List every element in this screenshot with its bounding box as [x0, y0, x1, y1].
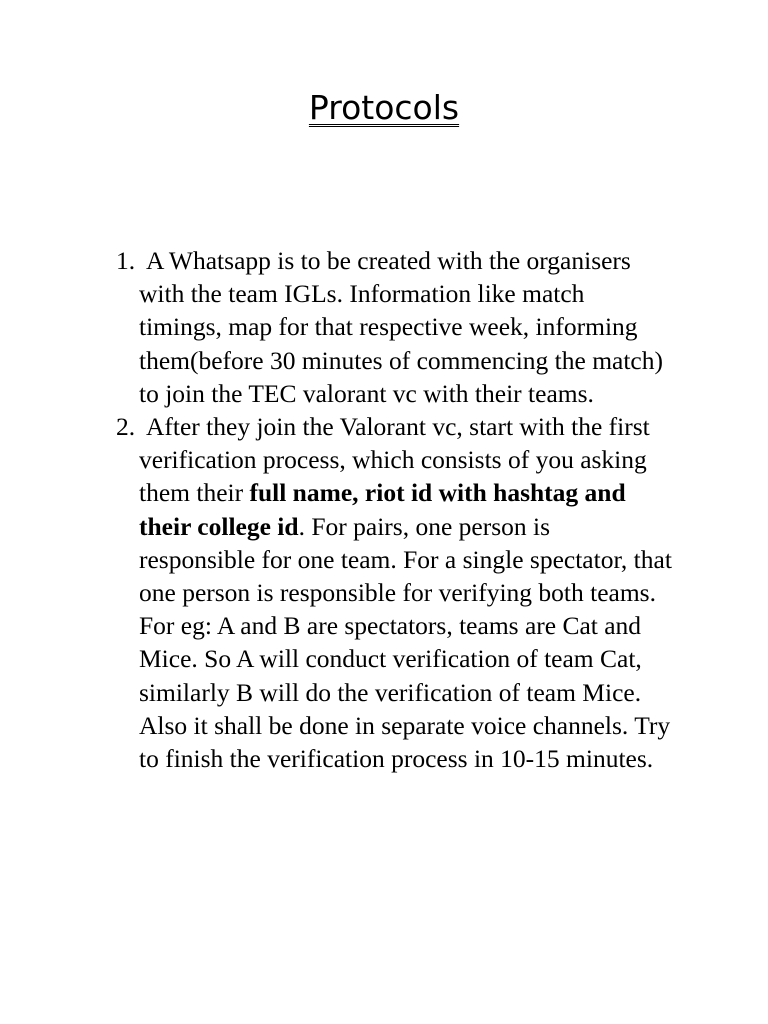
list-item-body	[139, 410, 672, 775]
protocol-list	[116, 244, 672, 775]
list-item-body	[139, 244, 672, 410]
list-item-text: After they join the Valorant vc, start with the first verification process, which consists of you asking them their	[139, 412, 650, 508]
list-item-text: A Whatsapp is to be created with the organisers with the team IGLs. Information like match timings, map for that respective week, informing them(before 30 minutes of commencing the match) to join the TEC valorant vc with their teams.	[139, 246, 663, 408]
list-item-number: 2.	[116, 412, 136, 442]
list-item	[116, 244, 672, 410]
list-item-bold-text: full name, riot id with hashtag and their college id	[139, 478, 626, 541]
page-title-text: Protocols	[308, 88, 460, 127]
list-item-text: . For pairs, one person is responsible for one team. For a single spectator, that one person is responsible for verifying both teams. For eg: A and B are spectators, teams are Cat and Mice. So A will conduct verification of team Cat, similarly B will do the verification of team Mice. Also it shall be done in separate voice channels. Try to finish the verification process in 10-15 minutes.	[139, 511, 672, 774]
page-title	[0, 86, 768, 130]
list-item-number: 1.	[116, 246, 136, 275]
list-item	[116, 410, 672, 775]
